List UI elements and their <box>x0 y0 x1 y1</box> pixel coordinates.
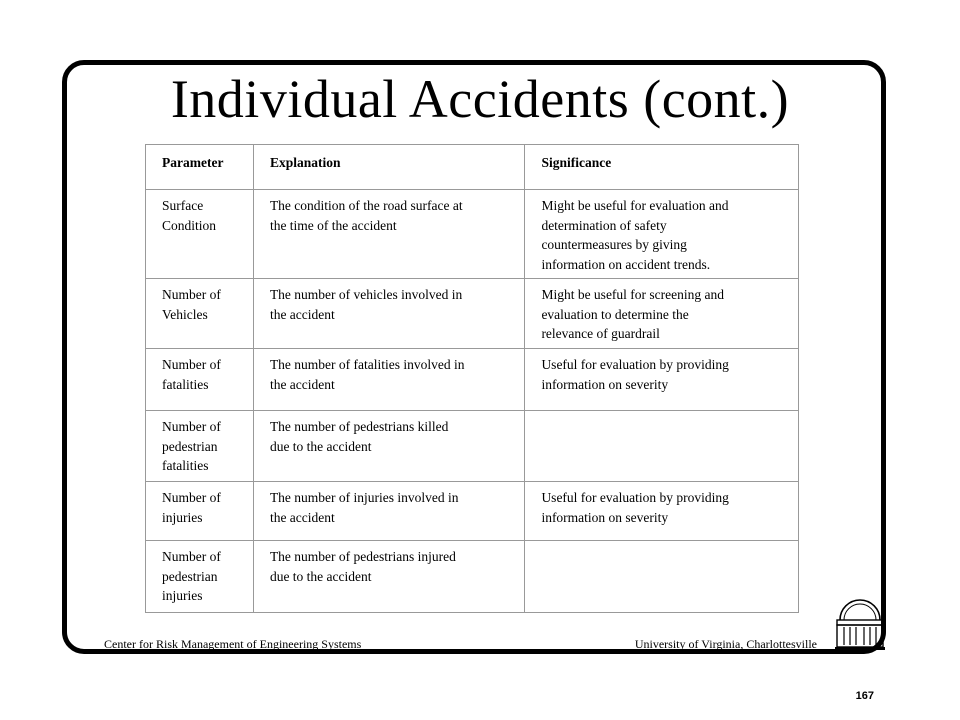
cell-line: Useful for evaluation by providing <box>541 490 729 505</box>
cell-line: determination of safety <box>541 217 667 233</box>
cell-line: the time of the accident <box>269 217 397 233</box>
explanation-cell <box>253 190 525 279</box>
cell-line: The number of vehicles involved in <box>269 287 463 302</box>
parameter-cell <box>146 349 254 411</box>
cell-line: injuries <box>162 588 203 603</box>
table-header-row <box>146 145 799 190</box>
header-significance: Significance <box>525 145 799 190</box>
explanation-cell <box>253 482 525 541</box>
cell-line: countermeasures by giving <box>541 237 687 252</box>
parameter-cell <box>146 482 254 541</box>
table-row <box>146 541 799 613</box>
parameters-table <box>145 144 799 613</box>
footer-organization: Center for Risk Management of Engineering Systems <box>104 637 362 651</box>
cell-line: evaluation to determine the <box>541 306 689 322</box>
parameter-cell <box>146 279 254 349</box>
cell-line: Might be useful for screening and <box>541 287 725 302</box>
cell-line: due to the accident <box>269 568 372 584</box>
page-number: 167 <box>855 690 874 702</box>
cell-line: information on severity <box>541 509 669 525</box>
significance-cell <box>525 279 799 349</box>
cell-line: the accident <box>269 306 335 322</box>
cell-line: fatalities <box>162 458 209 473</box>
table-row <box>146 279 799 349</box>
cell-line: Number of <box>162 287 221 302</box>
parameter-cell <box>146 541 254 613</box>
explanation-cell <box>253 349 525 411</box>
university-rotunda-logo-icon <box>834 596 886 652</box>
cell-line: Surface <box>162 198 204 213</box>
slide-title: Individual Accidents (cont.) <box>170 69 790 129</box>
cell-line: The number of pedestrians killed <box>269 419 449 434</box>
cell-line: Number of <box>162 490 221 505</box>
significance-cell <box>525 482 799 541</box>
cell-line: Vehicles <box>162 306 208 322</box>
cell-line: information on severity <box>541 376 669 392</box>
cell-line: Number of <box>162 549 221 564</box>
cell-line: The number of fatalities involved in <box>269 357 465 372</box>
explanation-cell <box>253 279 525 349</box>
cell-line: Condition <box>162 217 217 233</box>
explanation-cell <box>253 541 525 613</box>
cell-line: the accident <box>269 509 335 525</box>
parameter-cell <box>146 190 254 279</box>
rotunda-logo-graphic <box>834 596 886 652</box>
explanation-cell <box>253 411 525 482</box>
significance-cell <box>525 349 799 411</box>
cell-line: relevance of guardrail <box>541 326 660 341</box>
table-row <box>146 349 799 411</box>
cell-line: The number of injuries involved in <box>269 490 459 505</box>
cell-line: Might be useful for evaluation and <box>541 198 729 213</box>
footer-university: University of Virginia, Charlottesville <box>634 637 817 651</box>
cell-line: injuries <box>162 509 203 525</box>
header-parameter: Parameter <box>146 145 254 190</box>
significance-cell <box>525 190 799 279</box>
cell-line: Number of <box>162 357 221 372</box>
table-row <box>146 411 799 482</box>
table-row <box>146 482 799 541</box>
cell-line: pedestrian <box>162 568 218 584</box>
table-row <box>146 190 799 279</box>
cell-line: the accident <box>269 376 335 392</box>
cell-line: fatalities <box>162 376 209 392</box>
header-explanation: Explanation <box>253 145 525 190</box>
parameter-cell <box>146 411 254 482</box>
cell-line: pedestrian <box>162 438 218 454</box>
significance-cell <box>525 411 799 482</box>
cell-line: due to the accident <box>269 438 372 454</box>
significance-cell <box>525 541 799 613</box>
cell-line: information on accident trends. <box>541 256 711 272</box>
cell-line: The number of pedestrians injured <box>269 549 456 564</box>
cell-line: The condition of the road surface at <box>269 198 463 213</box>
cell-line: Useful for evaluation by providing <box>541 357 729 372</box>
cell-line: Number of <box>162 419 221 434</box>
